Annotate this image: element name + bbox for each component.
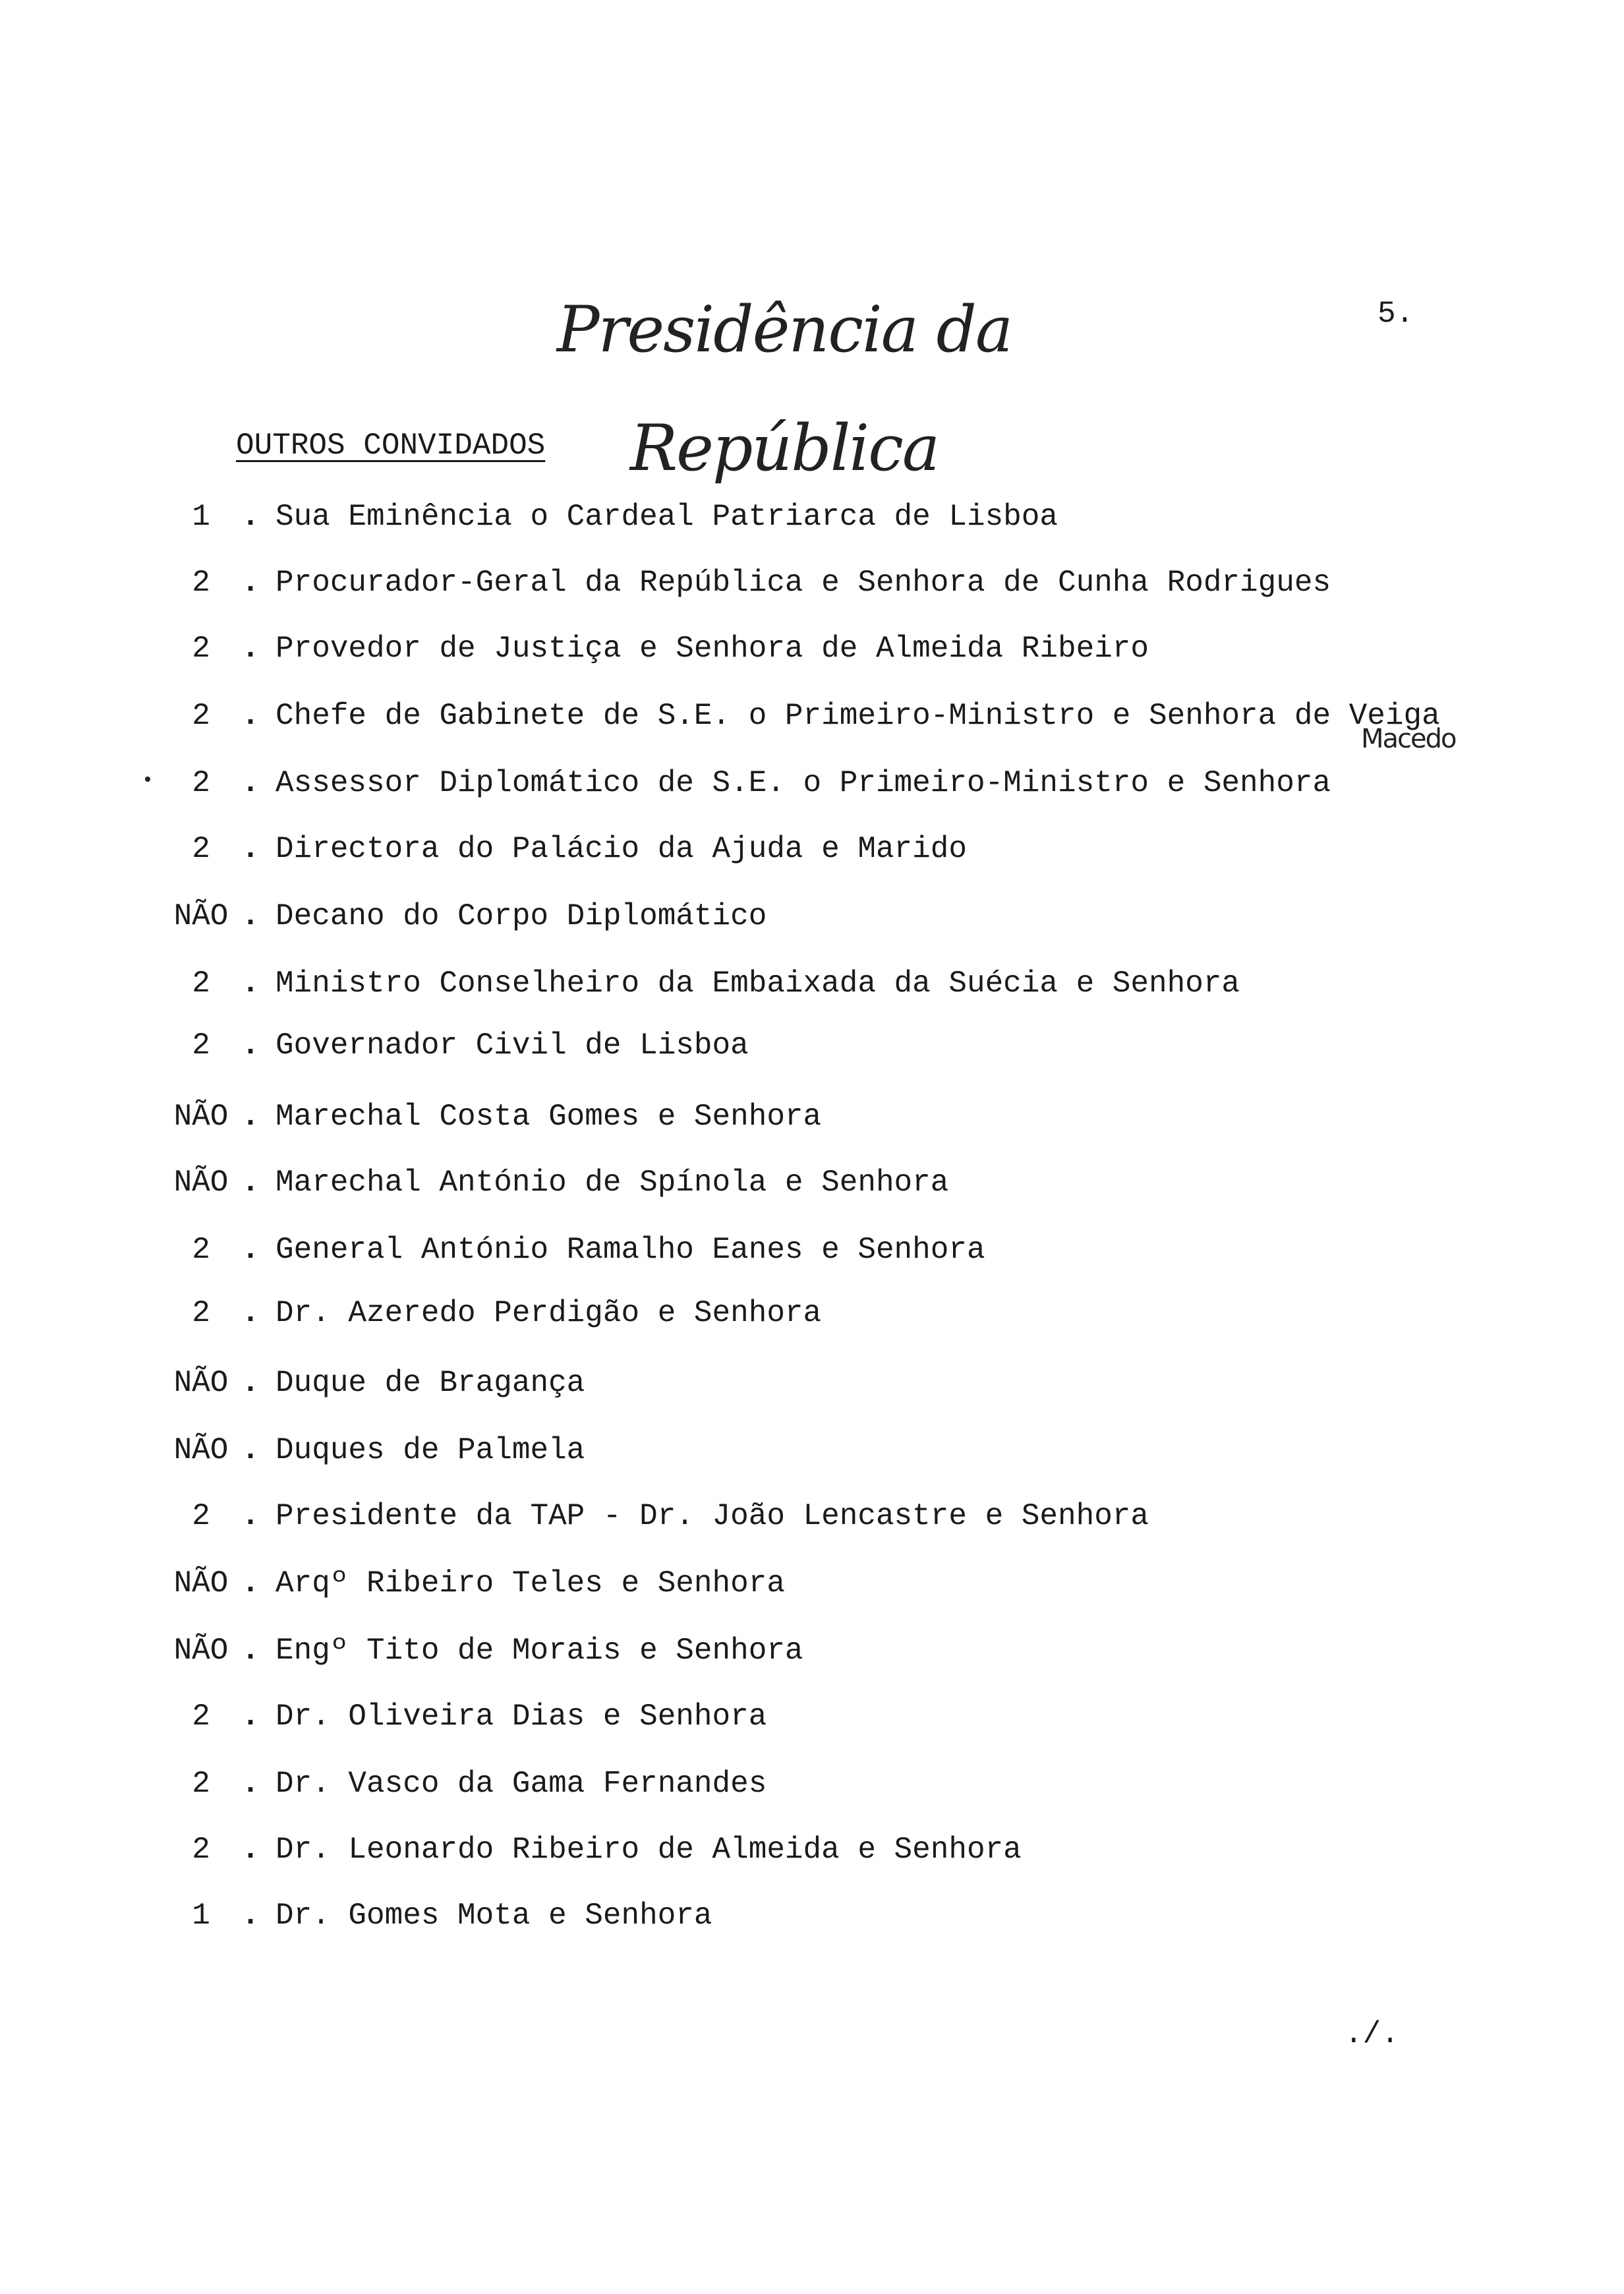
guest-count: 1 bbox=[192, 1898, 210, 1933]
guest-count: 2 bbox=[192, 1028, 210, 1063]
guest-name: Engº Tito de Morais e Senhora bbox=[276, 1633, 803, 1668]
bullet-dot: . bbox=[241, 899, 260, 933]
guest-count: 2 bbox=[192, 1833, 210, 1867]
guest-count: NÃO bbox=[173, 1366, 229, 1400]
guest-name: General António Ramalho Eanes e Senhora bbox=[276, 1233, 985, 1267]
page-number: 5. bbox=[1378, 297, 1414, 331]
bullet-dot: . bbox=[241, 1767, 260, 1801]
section-title: OUTROS CONVIDADOS bbox=[236, 428, 546, 463]
guest-count: NÃO bbox=[173, 1566, 229, 1601]
guest-count: 2 bbox=[192, 632, 210, 666]
guest-name: Arqº Ribeiro Teles e Senhora bbox=[276, 1566, 785, 1601]
bullet-dot: . bbox=[241, 1433, 260, 1467]
guest-count: 2 bbox=[192, 1499, 210, 1533]
bullet-dot: . bbox=[241, 1296, 260, 1330]
bullet-dot: . bbox=[241, 566, 260, 600]
guest-name: Presidente da TAP - Dr. João Lencastre e Senhora bbox=[276, 1499, 1149, 1533]
guest-name: Dr. Oliveira Dias e Senhora bbox=[276, 1699, 767, 1734]
bullet-dot: . bbox=[241, 1100, 260, 1134]
guest-name: Governador Civil de Lisboa bbox=[276, 1028, 749, 1063]
bullet-dot: . bbox=[241, 1699, 260, 1734]
bullet-dot: . bbox=[241, 966, 260, 1001]
continuation-mark: ./. bbox=[1345, 2017, 1399, 2051]
guest-name: Provedor de Justiça e Senhora de Almeida Ribeiro bbox=[276, 632, 1149, 666]
bullet-dot: . bbox=[241, 500, 260, 534]
guest-name: Procurador-Geral da República e Senhora de Cunha Rodrigues bbox=[276, 566, 1331, 600]
handwritten-note: Macedo bbox=[1361, 724, 1456, 754]
guest-name: Dr. Gomes Mota e Senhora bbox=[276, 1898, 712, 1933]
bullet-dot: . bbox=[241, 766, 260, 800]
guest-name: Marechal António de Spínola e Senhora bbox=[276, 1165, 949, 1200]
guest-count: 2 bbox=[192, 966, 210, 1001]
guest-name: Duque de Bragança bbox=[276, 1366, 585, 1400]
guest-name: Directora do Palácio da Ajuda e Marido bbox=[276, 832, 967, 866]
bullet-dot: . bbox=[241, 1566, 260, 1601]
bullet-dot: . bbox=[241, 1633, 260, 1668]
bullet-dot: . bbox=[241, 1028, 260, 1063]
guest-name: Dr. Vasco da Gama Fernandes bbox=[276, 1767, 767, 1801]
guest-count: 2 bbox=[192, 1767, 210, 1801]
guest-name: Dr. Azeredo Perdigão e Senhora bbox=[276, 1296, 822, 1330]
bullet-dot: . bbox=[241, 832, 260, 866]
guest-name: Marechal Costa Gomes e Senhora bbox=[276, 1100, 822, 1134]
letterhead: Presidência da República bbox=[556, 293, 1012, 485]
bullet-dot: . bbox=[241, 1499, 260, 1533]
bullet-dot: . bbox=[241, 1833, 260, 1867]
guest-count: NÃO bbox=[173, 1100, 229, 1134]
bullet-dot: . bbox=[241, 1366, 260, 1400]
guest-count: 2 bbox=[192, 766, 210, 800]
guest-count: NÃO bbox=[173, 1165, 229, 1200]
guest-name: Dr. Leonardo Ribeiro de Almeida e Senhora bbox=[276, 1833, 1022, 1867]
stray-mark bbox=[145, 777, 150, 782]
guest-count: 2 bbox=[192, 699, 210, 733]
guest-count: 1 bbox=[192, 500, 210, 534]
guest-count: 2 bbox=[192, 832, 210, 866]
guest-name: Decano do Corpo Diplomático bbox=[276, 899, 767, 933]
guest-name: Assessor Diplomático de S.E. o Primeiro-Ministro e Senhora bbox=[276, 766, 1331, 800]
bullet-dot: . bbox=[241, 1165, 260, 1200]
guest-name: Chefe de Gabinete de S.E. o Primeiro-Ministro e Senhora de Veiga bbox=[276, 699, 1440, 733]
guest-count: 2 bbox=[192, 1296, 210, 1330]
guest-name: Sua Eminência o Cardeal Patriarca de Lisboa bbox=[276, 500, 1058, 534]
bullet-dot: . bbox=[241, 632, 260, 666]
guest-count: NÃO bbox=[173, 1433, 229, 1467]
guest-count: NÃO bbox=[173, 1633, 229, 1668]
bullet-dot: . bbox=[241, 1233, 260, 1267]
guest-count: 2 bbox=[192, 1233, 210, 1267]
bullet-dot: . bbox=[241, 1898, 260, 1933]
guest-name: Ministro Conselheiro da Embaixada da Suécia e Senhora bbox=[276, 966, 1240, 1001]
guest-count: 2 bbox=[192, 566, 210, 600]
guest-name: Duques de Palmela bbox=[276, 1433, 585, 1467]
guest-count: NÃO bbox=[173, 899, 229, 933]
bullet-dot: . bbox=[241, 699, 260, 733]
guest-count: 2 bbox=[192, 1699, 210, 1734]
